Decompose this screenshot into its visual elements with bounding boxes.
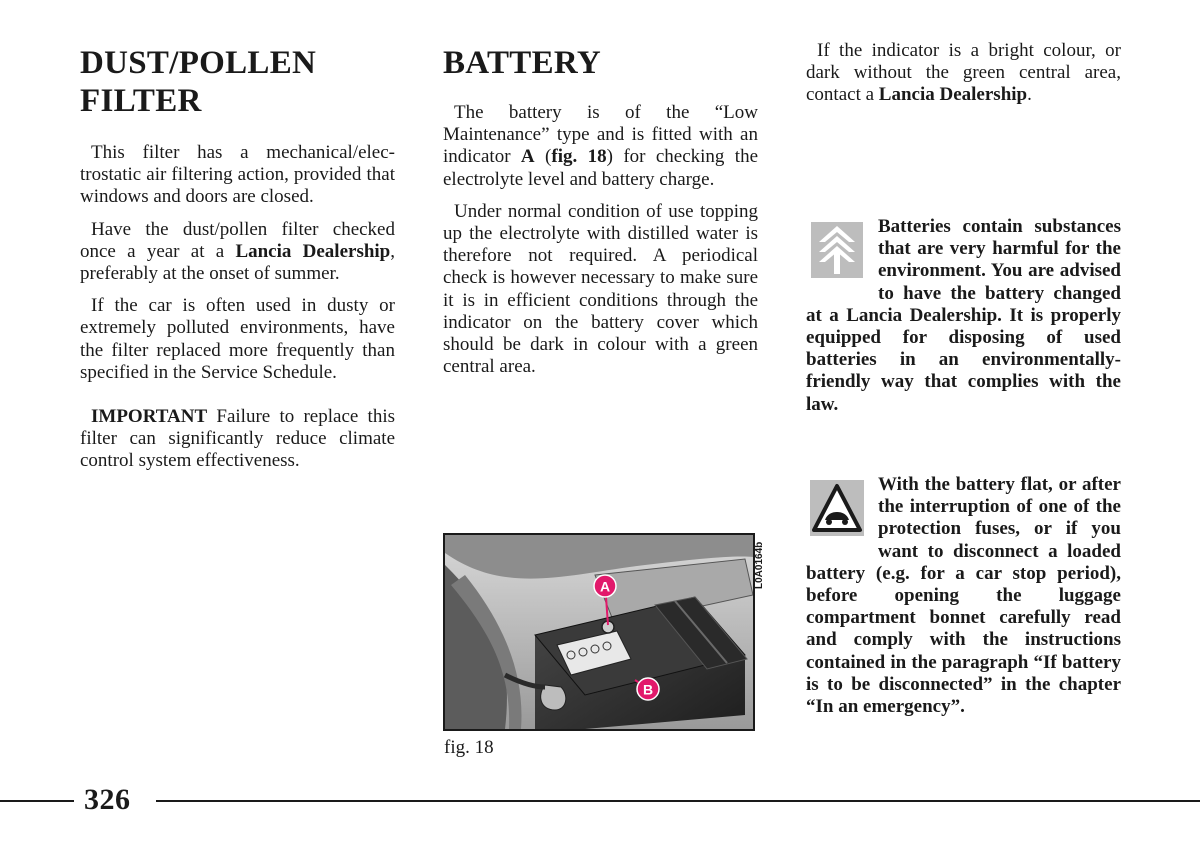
important-text: Failure to replace this filter can significantly reduce climate control system effectiveness.	[80, 406, 395, 472]
environment-notice-text: Batteries contain substances that are very harmful for the environment. You are advised to have the battery changed at a Lancia Dealership. It is properly equipped for disposing of used batteries in an environmentally-friendly way that complies with the law.	[806, 216, 1121, 415]
marker-b	[637, 678, 659, 700]
dust-pollen-filter-section	[80, 40, 395, 483]
environment-arrows-icon	[806, 219, 868, 281]
heading-line-2: FILTER	[80, 83, 202, 119]
battery-type-text-mid: (	[534, 146, 552, 168]
marker-a	[594, 575, 616, 597]
figure-reference: fig. 18	[551, 146, 607, 168]
notices-column	[806, 40, 1121, 718]
battery-figure-image	[443, 533, 755, 731]
battery-warning-notice	[806, 474, 1121, 718]
important-note	[80, 406, 395, 473]
footer-rule-left	[0, 800, 74, 802]
filter-check-text-end: , preferably at the onset of summer.	[80, 240, 396, 285]
battery-heading: BATTERY	[443, 45, 602, 81]
battery-illustration	[445, 535, 753, 729]
warning-triangle-car-icon	[806, 477, 868, 539]
battery-type-text: The battery is of the “Low Maintenance” type and is fitted with an indicator	[443, 102, 758, 168]
battery-type-paragraph	[443, 102, 758, 191]
svg-text:A: A	[599, 578, 611, 595]
lancia-dealership-text: Lancia Dealership	[878, 84, 1028, 106]
indicator-colour-text-end: .	[1027, 84, 1032, 106]
electrolyte-paragraph: Under normal condition of use topping up the electrolyte with distilled water is therefore not required. A periodical check is however necessary to make sure it is in efficient conditions through the indicator on the battery cover which should be dark in colour with a green central area.	[443, 200, 758, 378]
battery-section	[443, 40, 758, 388]
environment-notice	[806, 216, 1121, 416]
figure-code: L0A0164b	[754, 541, 765, 589]
page-number: 326	[84, 783, 131, 816]
dust-pollen-filter-heading	[80, 44, 395, 120]
indicator-label-a: A	[520, 146, 535, 168]
filter-description: This filter has a mechanical/electrostatic air filtering action, provided that windows and doors are closed.	[80, 142, 395, 208]
heading-line-1: DUST/POLLEN	[80, 45, 317, 81]
indicator-colour-paragraph	[806, 40, 1121, 107]
footer-rule-right	[156, 800, 1200, 802]
dusty-environment-paragraph: If the car is often used in dusty or extremely polluted environments, have the filter replaced more frequently than specified in the Service Schedule.	[80, 295, 395, 383]
indicator-colour-text: If the indicator is a bright colour, or dark without the green central area, contact a	[806, 40, 1121, 106]
battery-warning-text: With the battery flat, or after the interruption of one of the protection fuses, or if you want to disconnect a loaded battery (e.g. for a car stop period), before opening the luggage compartment bonnet carefully read and comply with the instructions contained in the paragraph “If battery is to be disconnected” in the chapter “In an emergency”.	[806, 474, 1121, 718]
svg-text:B: B	[642, 681, 654, 698]
filter-check-text: Have the dust/pollen filter checked once a year at a	[80, 218, 395, 262]
lancia-dealership-link-text: Lancia Dealership	[235, 240, 391, 262]
figure-caption: fig. 18	[444, 737, 494, 758]
filter-check-paragraph	[80, 219, 395, 286]
battery-type-text-end: ) for checking the electrolyte level and battery charge.	[443, 146, 759, 190]
important-label: IMPORTANT	[91, 406, 208, 428]
